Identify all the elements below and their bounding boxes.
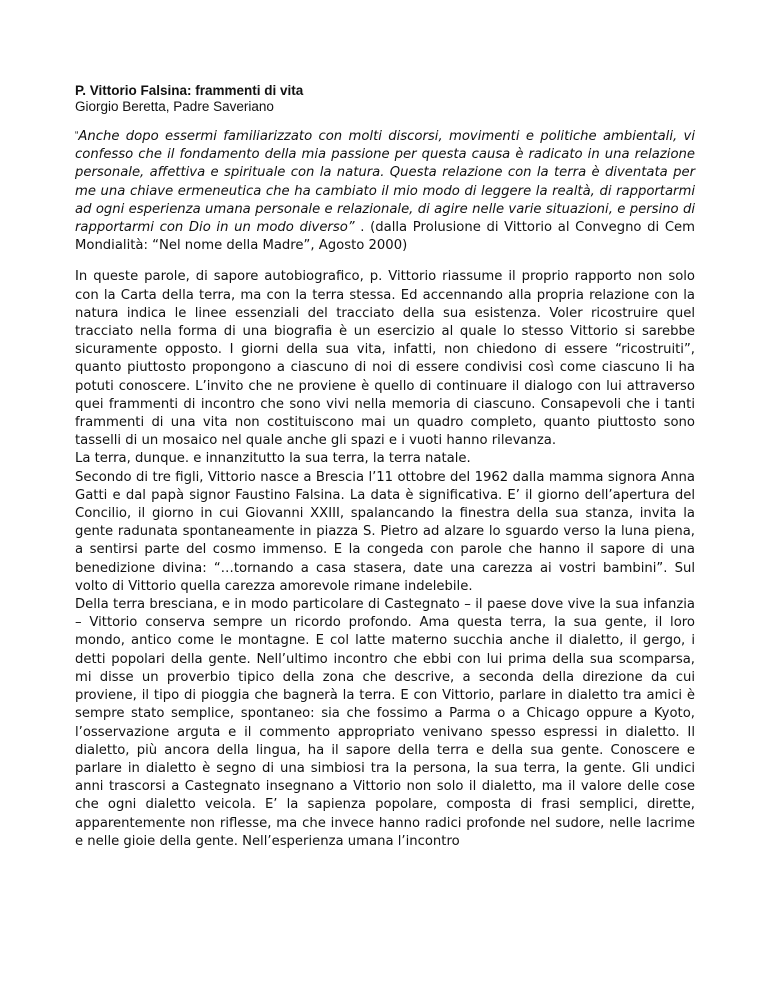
body-text [75,268,695,851]
paragraph: La terra, dunque. e innanzitutto la sua terra, la terra natale. [75,451,471,467]
quote-open-mark: “ [75,130,79,141]
paragraph: In queste parole, di sapore autobiografico, p. Vittorio riassume il proprio rapporto non solo con la Carta della terra, ma con la terra stessa. Ed accennando alla propria relazione con la natura indica le linee essenziali del tracciato della sua esistenza. Voler ricostruire quel tracciato nella forma di una biografia è un esercizio al quale lo stesso Vittorio si sarebbe sicuramente opposto. I giorni della sua vita, infatti, non chiedono di essere “ricostruiti”, quanto piuttosto propongono a ciascuno di noi di essere condivisi così come ciascuno li ha potuti conoscere. L’invito che ne proviene è quello di continuare il dialogo con lui attraverso quei frammenti di incontro che sono vivi nella memoria di ciascuno. Consapevoli che i tanti frammenti di una vita non costituiscono mai un quadro completo, quanto piuttosto sono tasselli di un mosaico nel quale anche gli spazi e i vuoti hanno rilevanza. [75,269,695,449]
document-authors: Giorgio Beretta, Padre Saveriano [75,99,274,114]
quote-text: Anche dopo essermi familiarizzato con molti discorsi, movimenti e politiche ambientali, vi confesso che il fondamento della mia passione per questa causa è radicato in una relazione personale, affettiva e spirituale con la natura. Questa relazione con la terra è diventata per me una chiave ermeneutica che ha cambiato il mio modo di leggere la realtà, di rapportarmi ad ogni esperienza umana personale e relazionale, di agire nelle varie situazioni, e persino di rapportarmi con Dio in un modo diverso” [75,129,695,236]
opening-quote [75,127,695,255]
paragraph: Della terra bresciana, e in modo particolare di Castegnato – il paese dove vive la sua infanzia – Vittorio conserva sempre un ricordo profondo. Ama questa terra, la sua gente, il loro mondo, antico come le montagne. E col latte materno succhia anche il dialetto, il gergo, i detti popolari della gente. Nell’ultimo incontro che ebbi con lui prima della sua scomparsa, mi disse un proverbio tipico della zona che descrive, a seconda della direzione da cui proviene, il tipo di pioggia che bagnerà la terra. E con Vittorio, parlare in dialetto tra amici è sempre stato semplice, spontaneo: sia che fossimo a Parma o a Chicago oppure a Kyoto, l’osservazione arguta e il commento appropriato venivano spesso espressi in dialetto. Il dialetto, più ancora della lingua, ha il sapore della terra e della sua gente. Conoscere e parlare in dialetto è segno di una simbiosi tra la persona, la sua terra, la gente. Gli undici anni trascorsi a Castegnato insegnano a Vittorio non solo il dialetto, ma il valore delle cose che ogni dialetto veicola. E’ la sapienza popolare, composta di frasi semplici, dirette, apparentemente non riflesse, ma che invece hanno radici profonde nel sudore, nelle lacrime e nelle gioie della gente. Nell’esperienza umana l’incontro [75,597,695,849]
paragraph: Secondo di tre figli, Vittorio nasce a Brescia l’11 ottobre del 1962 dalla mamma signora Anna Gatti e dal papà signor Faustino Falsina. La data è significativa. E’ il giorno dell’apertura del Concilio, il giorno in cui Giovanni XXIII, spalancando la finestra della sua stanza, invita la gente radunata spontaneamente in piazza S. Pietro ad alzare lo sguardo verso la luna piena, a sentirsi parte del cosmo immenso. E la congeda con parole che hanno il sapore di una benedizione divina: “…tornando a casa stasera, date una carezza ai vostri bambini”. Sul volto di Vittorio quella carezza amorevole rimane indelebile. [75,469,695,594]
document-page [75,83,695,851]
quote-source: . (dalla Prolusione di Vittorio al Convegno di Cem Mondialità: “Nel nome della Madre”, Agosto 2000) [75,220,696,254]
document-title: P. Vittorio Falsina: frammenti di vita [75,83,304,98]
